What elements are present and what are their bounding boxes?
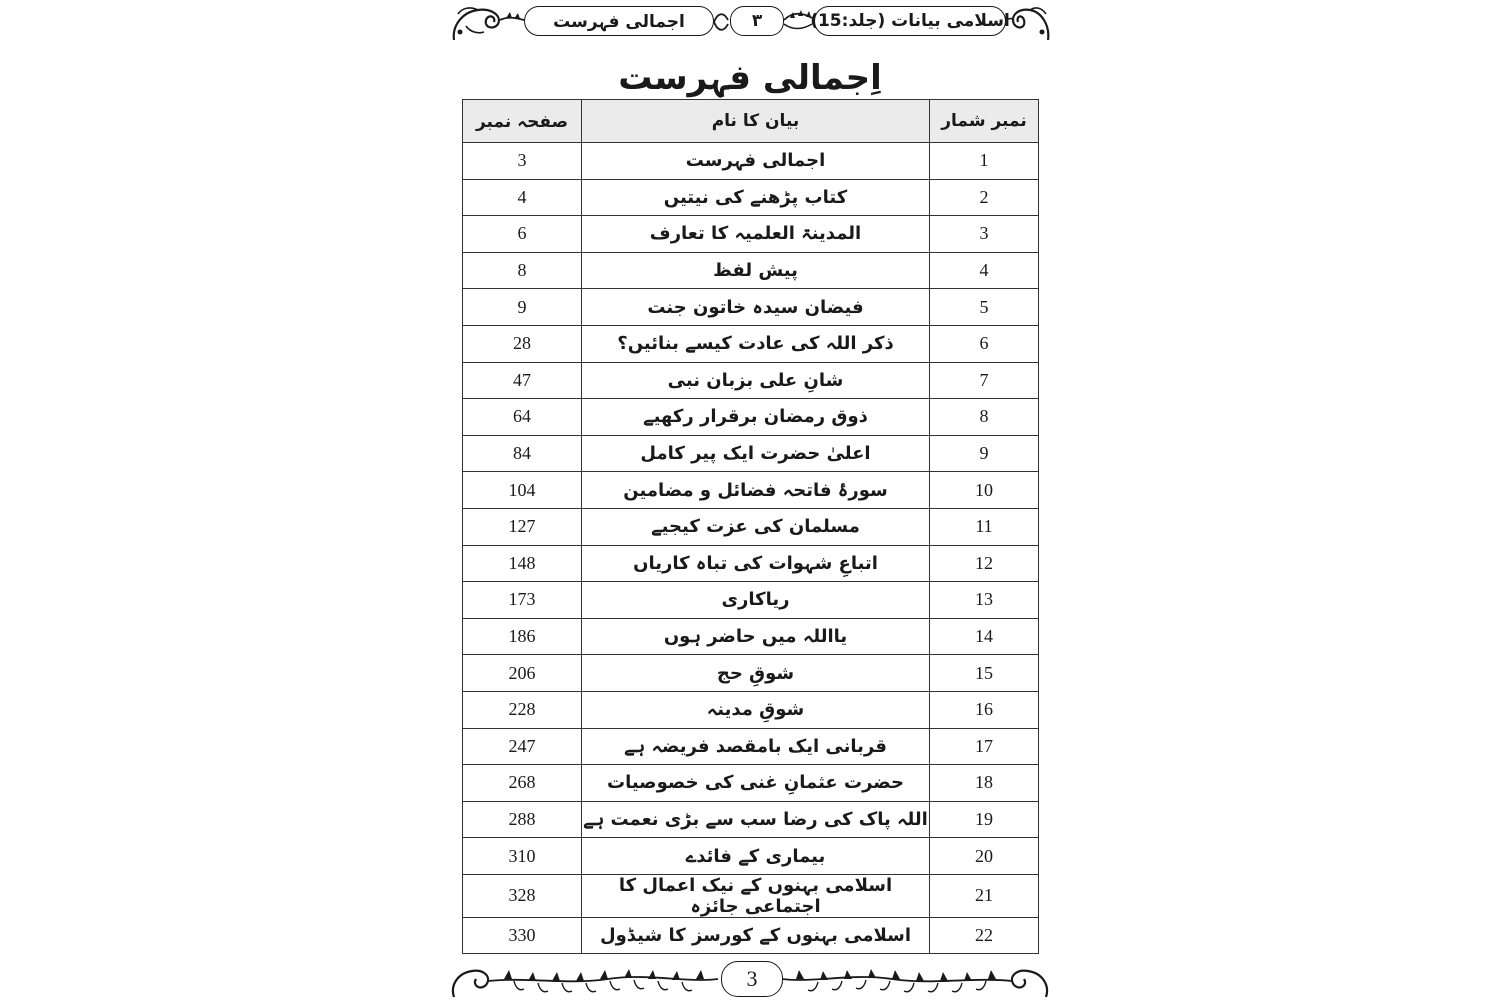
row-title: یااللہ میں حاضر ہوں <box>582 618 930 655</box>
table-row <box>463 618 1039 655</box>
row-title: بیماری کے فائدے <box>582 838 930 875</box>
table-row <box>463 362 1039 399</box>
row-title: اسلامی بہنوں کے نیک اعمال کا اجتماعی جائزہ <box>582 874 930 917</box>
header-ornament-center-right <box>782 2 814 42</box>
row-page-number: 186 <box>463 618 582 655</box>
table-row <box>463 838 1039 875</box>
row-serial-number: 5 <box>930 289 1039 326</box>
row-title: شوقِ مدینہ <box>582 691 930 728</box>
row-title: اجمالی فہرست <box>582 143 930 180</box>
column-header-page: صفحہ نمبر <box>463 100 582 143</box>
table-row <box>463 179 1039 216</box>
footer-page-number: 3 <box>721 961 783 997</box>
page-title: اِجمالی فہرست <box>618 58 882 98</box>
table-row <box>463 325 1039 362</box>
header-ornament-center-left <box>712 2 730 42</box>
row-serial-number: 19 <box>930 801 1039 838</box>
row-page-number: 6 <box>463 216 582 253</box>
table-row <box>463 252 1039 289</box>
table-row <box>463 545 1039 582</box>
row-serial-number: 8 <box>930 399 1039 436</box>
table-row <box>463 582 1039 619</box>
row-serial-number: 18 <box>930 765 1039 802</box>
table-row <box>463 435 1039 472</box>
table-header-row <box>463 100 1039 143</box>
row-page-number: 28 <box>463 325 582 362</box>
header-ornament-right <box>1004 2 1052 42</box>
header-section-label: اجمالی فہرست <box>524 6 714 36</box>
row-title: اعلیٰ حضرت ایک پیر کامل <box>582 435 930 472</box>
row-page-number: 84 <box>463 435 582 472</box>
row-serial-number: 16 <box>930 691 1039 728</box>
row-serial-number: 6 <box>930 325 1039 362</box>
header-book-label: اسلامی بیانات (جلد:15) <box>814 6 1006 36</box>
page-footer <box>448 957 1052 999</box>
row-serial-number: 10 <box>930 472 1039 509</box>
row-title: شانِ علی بزبان نبی <box>582 362 930 399</box>
row-page-number: 8 <box>463 252 582 289</box>
row-title: فیضان سیدہ خاتون جنت <box>582 289 930 326</box>
table-row <box>463 874 1039 917</box>
table-row <box>463 289 1039 326</box>
row-serial-number: 11 <box>930 508 1039 545</box>
row-page-number: 64 <box>463 399 582 436</box>
row-title: ذکر اللہ کی عادت کیسے بنائیں؟ <box>582 325 930 362</box>
row-serial-number: 17 <box>930 728 1039 765</box>
row-serial-number: 7 <box>930 362 1039 399</box>
row-serial-number: 20 <box>930 838 1039 875</box>
row-page-number: 288 <box>463 801 582 838</box>
row-serial-number: 12 <box>930 545 1039 582</box>
row-page-number: 104 <box>463 472 582 509</box>
table-row <box>463 765 1039 802</box>
header-page-number: ۳ <box>730 6 784 36</box>
header-ornament-left <box>448 2 528 42</box>
row-title: حضرت عثمانِ غنی کی خصوصیات <box>582 765 930 802</box>
row-title: مسلمان کی عزت کیجیے <box>582 508 930 545</box>
row-serial-number: 3 <box>930 216 1039 253</box>
row-page-number: 47 <box>463 362 582 399</box>
column-header-title: بیان کا نام <box>582 100 930 143</box>
row-page-number: 310 <box>463 838 582 875</box>
row-title: سورۂ فاتحہ فضائل و مضامین <box>582 472 930 509</box>
column-header-number: نمبر شمار <box>930 100 1039 143</box>
row-serial-number: 14 <box>930 618 1039 655</box>
row-page-number: 9 <box>463 289 582 326</box>
page-header <box>448 2 1052 42</box>
row-title: شوقِ حج <box>582 655 930 692</box>
row-title: ریاکاری <box>582 582 930 619</box>
row-page-number: 127 <box>463 508 582 545</box>
book-page <box>448 0 1052 1000</box>
row-page-number: 228 <box>463 691 582 728</box>
table-row <box>463 801 1039 838</box>
table-row <box>463 216 1039 253</box>
row-page-number: 330 <box>463 917 582 954</box>
table-row <box>463 691 1039 728</box>
row-title: ذوق رمضان برقرار رکھیے <box>582 399 930 436</box>
row-title: کتاب پڑھنے کی نیتیں <box>582 179 930 216</box>
row-title: اتباعِ شہوات کی تباہ کاریاں <box>582 545 930 582</box>
row-title: قربانی ایک بامقصد فریضہ ہے <box>582 728 930 765</box>
row-title: المدینۃ العلمیہ کا تعارف <box>582 216 930 253</box>
table-body <box>463 143 1039 954</box>
row-serial-number: 9 <box>930 435 1039 472</box>
row-page-number: 4 <box>463 179 582 216</box>
table-row <box>463 143 1039 180</box>
row-page-number: 173 <box>463 582 582 619</box>
table-row <box>463 399 1039 436</box>
row-page-number: 268 <box>463 765 582 802</box>
row-serial-number: 1 <box>930 143 1039 180</box>
row-serial-number: 21 <box>930 874 1039 917</box>
row-serial-number: 13 <box>930 582 1039 619</box>
row-title: اللہ پاک کی رضا سب سے بڑی نعمت ہے <box>582 801 930 838</box>
contents-table <box>462 99 1039 954</box>
table-row <box>463 472 1039 509</box>
table-row <box>463 917 1039 954</box>
table-row <box>463 508 1039 545</box>
row-page-number: 3 <box>463 143 582 180</box>
table-row <box>463 728 1039 765</box>
table-row <box>463 655 1039 692</box>
row-page-number: 247 <box>463 728 582 765</box>
footer-ornament-right <box>782 957 1052 999</box>
row-serial-number: 2 <box>930 179 1039 216</box>
row-title: اسلامی بہنوں کے کورسز کا شیڈول <box>582 917 930 954</box>
footer-ornament-left <box>448 957 720 999</box>
row-title: پیش لفظ <box>582 252 930 289</box>
row-serial-number: 15 <box>930 655 1039 692</box>
row-serial-number: 22 <box>930 917 1039 954</box>
row-page-number: 206 <box>463 655 582 692</box>
row-page-number: 148 <box>463 545 582 582</box>
row-page-number: 328 <box>463 874 582 917</box>
row-serial-number: 4 <box>930 252 1039 289</box>
